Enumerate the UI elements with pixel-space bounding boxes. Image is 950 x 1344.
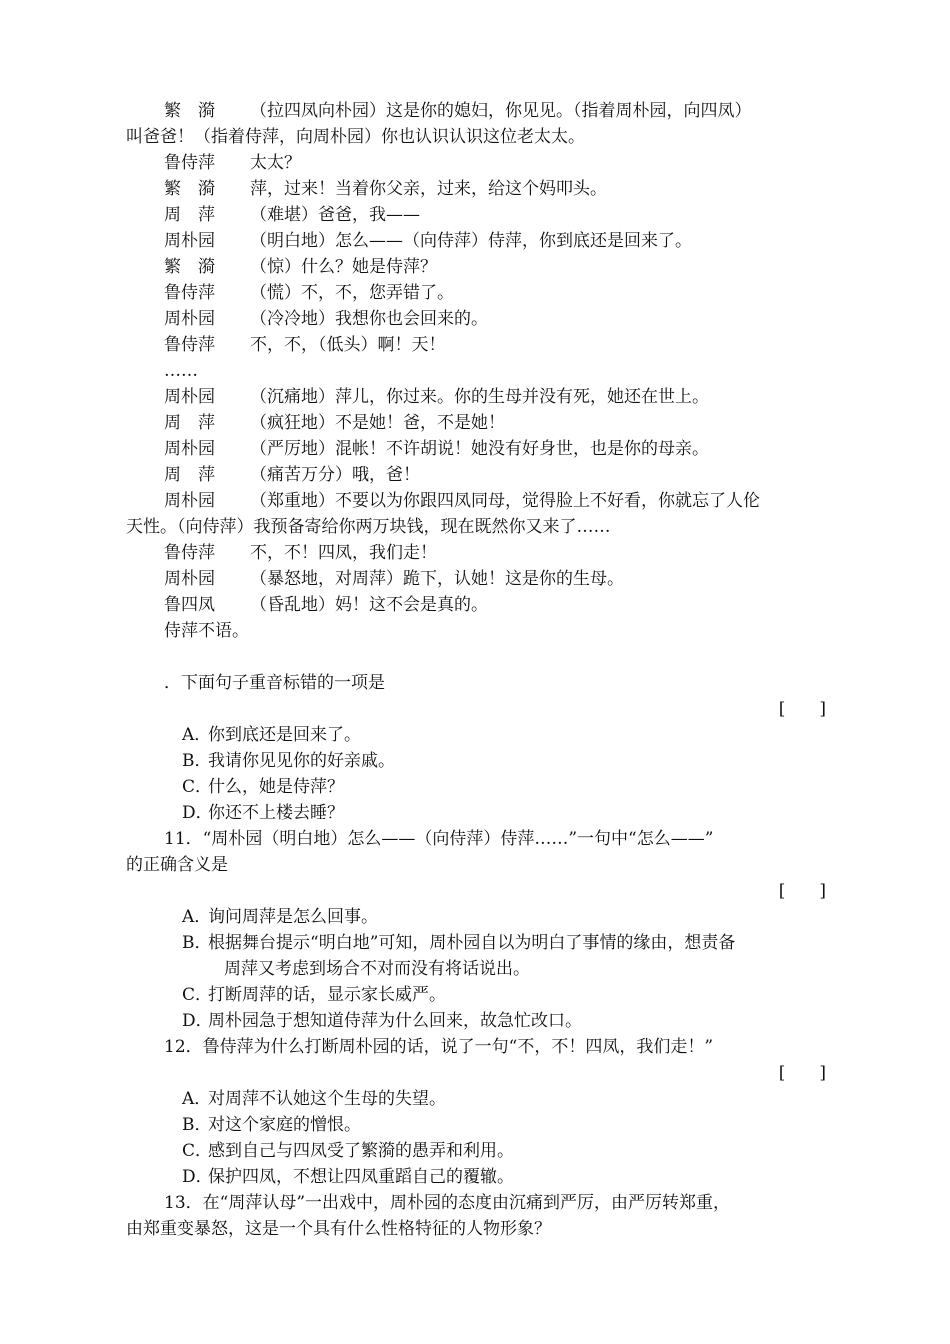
- option-letter: B．: [182, 1115, 212, 1135]
- speaker-name: 周朴园: [164, 569, 215, 589]
- option-b: [126, 930, 830, 956]
- speaker-name: 周朴园: [164, 387, 215, 407]
- stage-direction-text: 侍萍不语。: [164, 621, 249, 641]
- dialogue-text: （沉痛地）萍儿，你过来。你的生母并没有死，她还在世上。: [250, 387, 709, 407]
- question-10: [126, 670, 830, 826]
- question-stem-text: ．下面句子重音标错的一项是: [164, 673, 385, 693]
- dialogue-line: [126, 98, 830, 124]
- option-d: [126, 1164, 830, 1190]
- question-stem: [126, 1034, 830, 1060]
- dialogue-line: [126, 228, 830, 254]
- dialogue-text: （痛苦万分）哦，爸！: [250, 465, 420, 485]
- option-letter: A．: [182, 1089, 212, 1109]
- option-letter: D．: [182, 1167, 213, 1187]
- dialogue-section: [126, 98, 830, 644]
- option-text: 我请你见见你的好亲戚。: [208, 751, 395, 771]
- option-c: [126, 982, 830, 1008]
- dialogue-text: （惊）什么？她是侍萍？: [250, 257, 437, 277]
- speaker-name: 鲁侍萍: [164, 153, 215, 173]
- ellipsis-line: [126, 358, 830, 384]
- question-11: [126, 826, 830, 1034]
- option-text: 什么，她是侍萍？: [208, 777, 344, 797]
- speaker-name: 周 萍: [164, 205, 215, 225]
- dialogue-line: [126, 306, 830, 332]
- option-text: 根据舞台提示“明白地”可知，周朴园自以为明白了事情的缘由，想责备: [208, 933, 736, 953]
- dialogue-line: [126, 150, 830, 176]
- option-text: 你还不上楼去睡？: [208, 803, 344, 823]
- question-stem: [126, 670, 830, 696]
- dialogue-line: [126, 280, 830, 306]
- option-letter: C．: [182, 777, 213, 797]
- speaker-name: 周 萍: [164, 413, 215, 433]
- dialogue-line: [126, 540, 830, 566]
- dialogue-line: [126, 254, 830, 280]
- speaker-name: 周朴园: [164, 439, 215, 459]
- question-stem-text: 13．在“周萍认母”一出戏中，周朴园的态度由沉痛到严厉，由严厉转郑重，: [164, 1193, 731, 1213]
- answer-bracket: [126, 1060, 830, 1086]
- answer-bracket-text: [ ]: [778, 699, 826, 719]
- option-letter: D．: [182, 803, 213, 823]
- dialogue-text: （慌）不，不，您弄错了。: [250, 283, 454, 303]
- option-text: 你到底还是回来了。: [208, 725, 361, 745]
- question-stem-continuation: [126, 1216, 830, 1242]
- option-a: [126, 1086, 830, 1112]
- option-letter: C．: [182, 985, 213, 1005]
- answer-bracket-text: [ ]: [778, 1063, 826, 1083]
- ellipsis-text: ……: [164, 361, 198, 381]
- stage-direction-line: [126, 618, 830, 644]
- dialogue-line: [126, 436, 830, 462]
- option-letter: A．: [182, 725, 212, 745]
- dialogue-text: （昏乱地）妈！这不会是真的。: [250, 595, 488, 615]
- dialogue-text: 叫爸爸！（指着侍萍，向周朴园）你也认识认识这位老太太。: [126, 127, 585, 147]
- dialogue-line: [126, 592, 830, 618]
- question-stem: [126, 1190, 830, 1216]
- speaker-name: 鲁四凤: [164, 595, 215, 615]
- question-12: [126, 1034, 830, 1190]
- dialogue-text: 太太？: [250, 153, 301, 173]
- dialogue-text: （难堪）爸爸，我——: [250, 205, 420, 225]
- dialogue-text: 萍，过来！当着你父亲，过来，给这个妈叩头。: [250, 179, 607, 199]
- dialogue-line: [126, 566, 830, 592]
- dialogue-line: [126, 410, 830, 436]
- option-text: 对周萍不认她这个生母的失望。: [208, 1089, 446, 1109]
- option-a: [126, 904, 830, 930]
- dialogue-text: （冷冷地）我想你也会回来的。: [250, 309, 488, 329]
- option-text: 询问周萍是怎么回事。: [208, 907, 378, 927]
- question-13: [126, 1190, 830, 1242]
- dialogue-line: [126, 384, 830, 410]
- option-letter: A．: [182, 907, 212, 927]
- question-stem: [126, 826, 830, 852]
- dialogue-text: （暴怒地，对周萍）跪下，认她！这是你的生母。: [250, 569, 624, 589]
- speaker-name: 周 萍: [164, 465, 215, 485]
- option-letter: D．: [182, 1011, 213, 1031]
- speaker-name: 繁 漪: [164, 101, 215, 121]
- speaker-name: 周朴园: [164, 309, 215, 329]
- option-letter: C．: [182, 1141, 213, 1161]
- option-d: [126, 800, 830, 826]
- option-a: [126, 722, 830, 748]
- option-text: 对这个家庭的憎恨。: [208, 1115, 361, 1135]
- dialogue-line: [126, 176, 830, 202]
- dialogue-text: 天性。（向侍萍）我预备寄给你两万块钱，现在既然你又来了……: [126, 517, 611, 537]
- option-c: [126, 774, 830, 800]
- answer-bracket-text: [ ]: [778, 881, 826, 901]
- question-stem-text: 的正确含义是: [126, 855, 228, 875]
- dialogue-line: [126, 332, 830, 358]
- speaker-name: 鲁侍萍: [164, 543, 215, 563]
- option-b: [126, 748, 830, 774]
- dialogue-line: [126, 488, 830, 514]
- speaker-name: 鲁侍萍: [164, 283, 215, 303]
- dialogue-text: （拉四凤向朴园）这是你的媳妇，你见见。（指着周朴园，向四凤）: [250, 101, 752, 121]
- option-text: 感到自己与四凤受了繁漪的愚弄和利用。: [208, 1141, 514, 1161]
- option-letter: B．: [182, 933, 212, 953]
- question-stem-continuation: [126, 852, 830, 878]
- speaker-name: 繁 漪: [164, 179, 215, 199]
- speaker-name: 周朴园: [164, 231, 215, 251]
- option-text: 周萍又考虑到场合不对而没有将话说出。: [224, 959, 530, 979]
- dialogue-line-continuation: [126, 124, 830, 150]
- option-text: 周朴园急于想知道侍萍为什么回来，故急忙改口。: [208, 1011, 582, 1031]
- option-c: [126, 1138, 830, 1164]
- dialogue-line-continuation: [126, 514, 830, 540]
- dialogue-line: [126, 462, 830, 488]
- option-d: [126, 1008, 830, 1034]
- option-text: 保护四凤，不想让四凤重蹈自己的覆辙。: [208, 1167, 514, 1187]
- speaker-name: 繁 漪: [164, 257, 215, 277]
- document-page: [126, 98, 830, 1242]
- option-b-continuation: [126, 956, 830, 982]
- speaker-name: 鲁侍萍: [164, 335, 215, 355]
- dialogue-text: （郑重地）不要以为你跟四凤同母，觉得脸上不好看，你就忘了人伦: [250, 491, 760, 511]
- answer-bracket: [126, 878, 830, 904]
- section-gap: [126, 644, 830, 670]
- question-stem-text: 12．鲁侍萍为什么打断周朴园的话，说了一句“不，不！四凤，我们走！”: [164, 1037, 714, 1057]
- dialogue-line: [126, 202, 830, 228]
- dialogue-text: 不，不，（低头）啊！天！: [250, 335, 446, 355]
- question-stem-text: 由郑重变暴怒，这是一个具有什么性格特征的人物形象？: [126, 1219, 551, 1239]
- dialogue-text: （严厉地）混帐！不许胡说！她没有好身世，也是你的母亲。: [250, 439, 709, 459]
- option-b: [126, 1112, 830, 1138]
- speaker-name: 周朴园: [164, 491, 215, 511]
- dialogue-text: （明白地）怎么——（向侍萍）侍萍，你到底还是回来了。: [250, 231, 692, 251]
- option-text: 打断周萍的话，显示家长威严。: [208, 985, 446, 1005]
- answer-bracket: [126, 696, 830, 722]
- dialogue-text: 不，不！四凤，我们走！: [250, 543, 437, 563]
- question-stem-text: 11．“周朴园（明白地）怎么——（向侍萍）侍萍……”一句中“怎么——”: [164, 829, 714, 849]
- dialogue-text: （疯狂地）不是她！爸，不是她！: [250, 413, 505, 433]
- option-letter: B．: [182, 751, 212, 771]
